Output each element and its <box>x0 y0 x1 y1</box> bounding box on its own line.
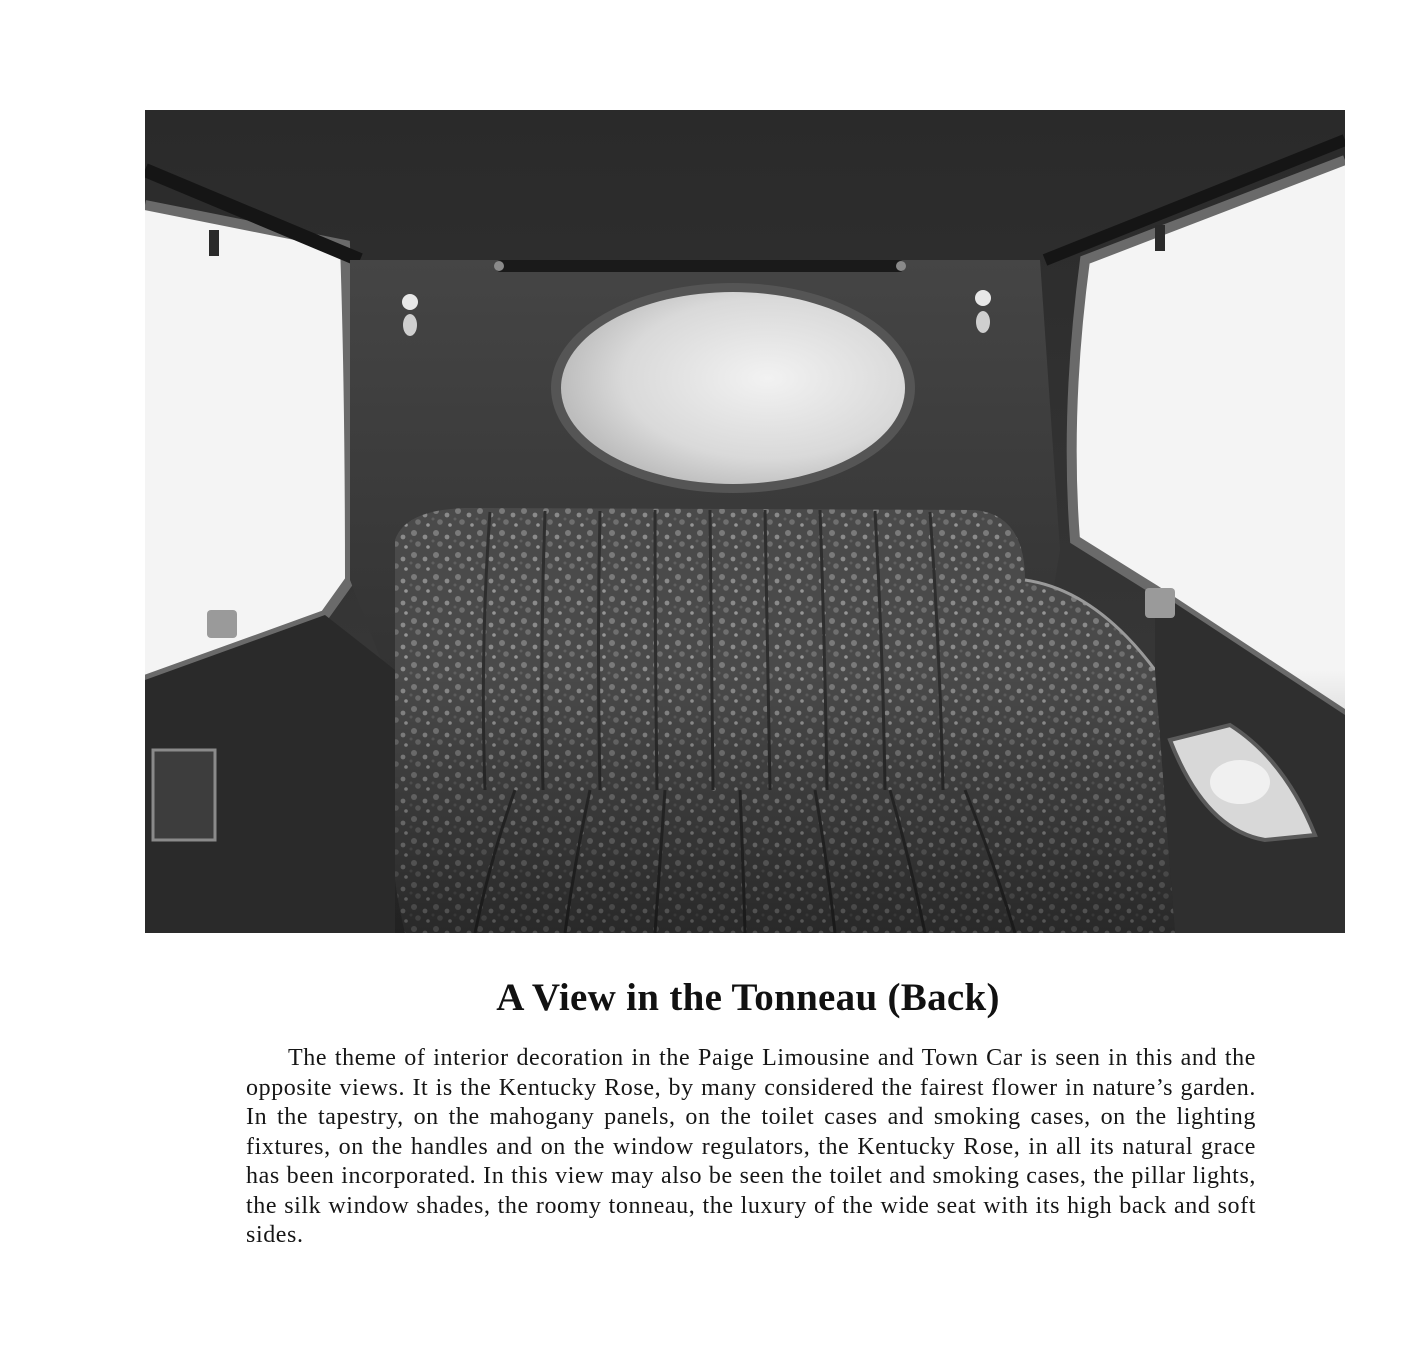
caption-title: A View in the Tonneau (Back) <box>496 976 1000 1019</box>
tonneau-interior-photo <box>145 110 1345 933</box>
right-door-handle <box>1145 588 1175 618</box>
rear-oval-window <box>561 292 905 484</box>
shade-roller <box>495 260 905 272</box>
left-door-handle <box>207 610 237 638</box>
caption-body: The theme of interior decoration in the Paige Limousine and Town Car is seen in this and the opposite views. It is the Kentucky Rose, by many considered the fairest flower in nature’s garden. In the tapestry, on the mahogany panels, on the toilet cases and smoking cases, on the lighting fixtures, on the handles and on the window regulators, the Kentucky Rose, in all its natural grace has been incorporated. In this view may also be seen the toilet and smoking cases, the pillar lights, the silk window shades, the roomy tonneau, the luxury of the wide seat with its high back and soft sides. <box>246 1045 1256 1248</box>
tonneau-illustration <box>145 110 1345 933</box>
left-window <box>145 205 350 680</box>
left-door-case <box>153 750 215 840</box>
